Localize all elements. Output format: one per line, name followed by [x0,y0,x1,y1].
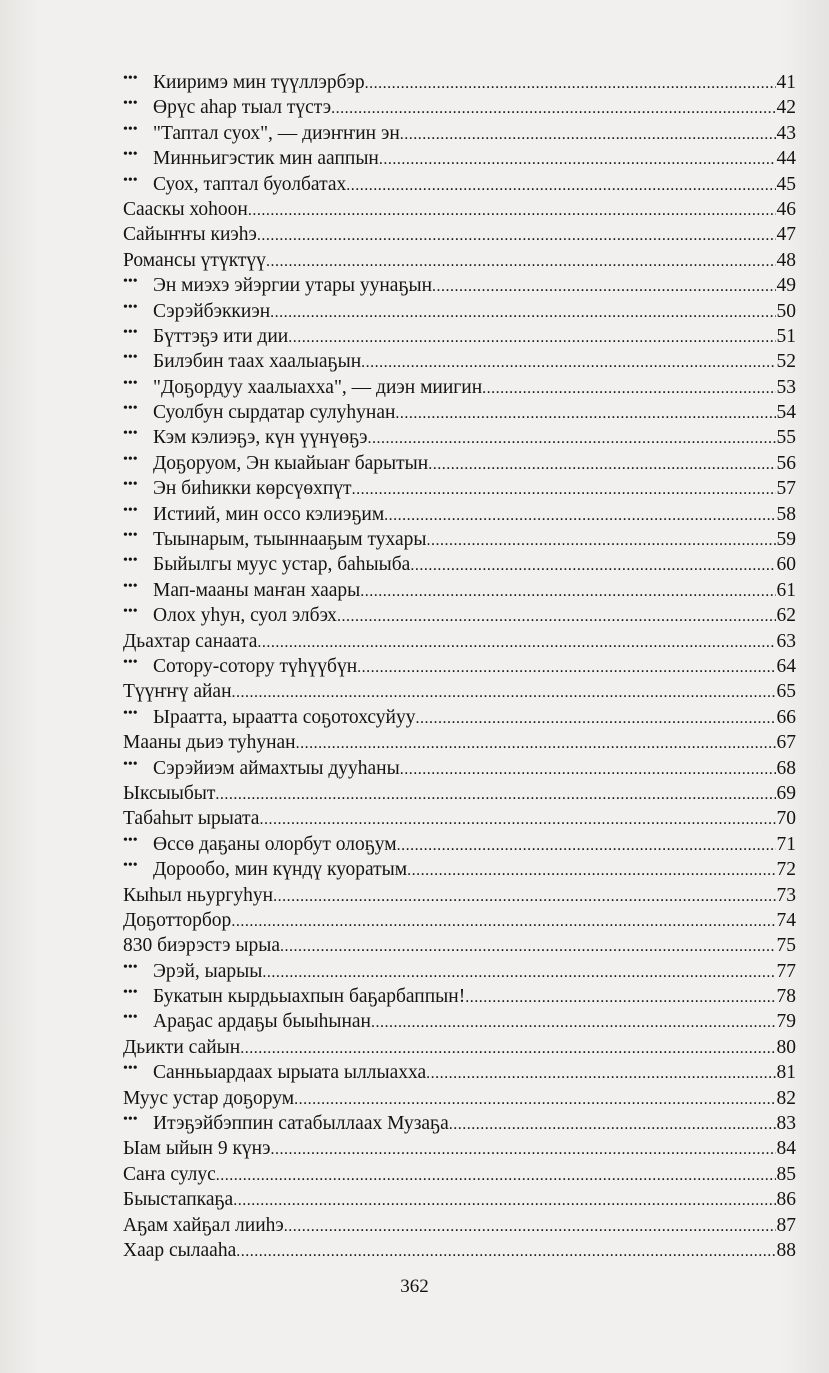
toc-dot-leader [337,604,776,629]
toc-dot-leader [384,503,775,528]
toc-dot-leader [232,680,776,705]
toc-entry-page: 80 [776,1036,796,1058]
toc-entry-title: Минньигэстик мин ааппын [153,148,379,170]
toc-entry-title: Сааскы хоһоон [123,198,248,220]
toc-entry-page: 46 [776,198,796,220]
toc-entry-marker: ••• [123,172,138,188]
toc-entry-page: 55 [776,427,796,449]
toc-entry-page: 72 [776,859,796,881]
toc-dot-leader [216,1163,776,1188]
table-of-contents [123,70,796,1263]
toc-dot-leader [352,477,776,502]
toc-entry-page: 81 [776,1062,796,1084]
toc-entry-page: 45 [776,173,796,195]
toc-entry-page: 62 [776,605,796,627]
toc-entry [123,1213,796,1238]
toc-entry-title: Тыынарым, тыыннааҕым тухары [153,529,427,551]
toc-entry-page: 52 [776,351,796,373]
toc-entry-marker: ••• [123,705,138,721]
toc-entry-title: "Таптал суох", — диэҥҥин эн [153,122,400,144]
toc-entry [123,730,796,755]
toc-entry [123,933,796,958]
toc-entry-marker: ••• [123,604,138,620]
toc-entry-page: 84 [776,1138,796,1160]
toc-entry-title: Букатын кырдьыахпын баҕарбаппын! [153,986,466,1008]
toc-entry-title: Дьахтар санаата [123,630,258,652]
toc-entry-marker: ••• [123,832,138,848]
toc-entry [123,1060,796,1085]
toc-entry-title: 830 биэрэстэ ырыа [123,935,280,957]
toc-dot-leader [273,884,775,909]
toc-entry-title: Суох, таптал буолбатах [153,173,347,195]
toc-entry-page: 51 [776,325,796,347]
toc-entry-page: 44 [776,148,796,170]
toc-entry [123,679,796,704]
toc-entry [123,908,796,933]
toc-entry [123,984,796,1009]
toc-entry [123,222,796,247]
toc-entry-title: Доҕоруом, Эн кыайыаҥ барытын [153,452,429,474]
toc-entry [123,883,796,908]
toc-entry [123,476,796,501]
toc-entry-page: 53 [776,376,796,398]
toc-entry [123,1035,796,1060]
toc-entry [123,1111,796,1136]
toc-dot-leader [357,655,775,680]
toc-dot-leader [259,807,775,832]
toc-entry-marker: ••• [123,71,138,86]
toc-entry [123,781,796,806]
toc-entry [123,578,796,603]
toc-entry-title: Ыам ыйын 9 күнэ [123,1138,271,1160]
toc-entry-title: Санньыардаах ырыата ыллыахха [153,1062,427,1084]
toc-entry [123,857,796,882]
toc-entry-marker: ••• [123,1061,138,1077]
toc-dot-leader [361,350,775,375]
toc-entry-title: Сотору-сотору түһүүбүн [153,655,358,677]
toc-entry-page: 60 [776,554,796,576]
toc-entry-marker: ••• [123,985,138,1001]
toc-dot-leader [426,528,775,553]
toc-entry-title: Араҕас ардаҕы быыһынан [153,1011,371,1033]
toc-entry-page: 65 [776,681,796,703]
toc-dot-leader [379,147,776,172]
toc-entry-title: Мааны дьиэ туһунан [123,732,296,754]
toc-entry-page: 82 [776,1087,796,1109]
toc-dot-leader [231,909,775,934]
toc-entry-page: 41 [776,72,796,93]
toc-entry-title: Түүҥҥү айан [123,681,232,703]
toc-entry-title: Табаһыт ырыата [123,808,260,830]
toc-dot-leader [257,223,776,248]
toc-entry [123,349,796,374]
toc-entry [123,172,796,197]
toc-entry-page: 48 [776,249,796,271]
toc-entry-title: Кыһыл ньургуһун [123,884,274,906]
toc-entry-page: 57 [776,478,796,500]
toc-dot-leader [331,96,775,121]
toc-entry-marker: ••• [123,477,138,493]
toc-dot-leader [428,452,775,477]
toc-entry-page: 67 [776,732,796,754]
toc-dot-leader [465,985,775,1010]
toc-entry [123,1136,796,1161]
toc-entry-page: 47 [776,224,796,246]
toc-dot-leader [280,934,776,959]
toc-dot-leader [284,1214,776,1239]
toc-dot-leader [400,757,776,782]
toc-dot-leader [360,579,775,604]
toc-entry-marker: ••• [123,121,138,137]
toc-entry-title: Олох уһун, суол элбэх [153,605,337,627]
toc-entry-title: Доҕотторбор [123,909,232,931]
toc-entry [123,197,796,222]
toc-entry-page: 87 [776,1214,796,1236]
toc-entry [123,959,796,984]
toc-entry-title: Аҕам хайҕал лииһэ [123,1214,284,1236]
toc-entry-title: Эрэй, ыарыы [153,960,263,982]
toc-entry-page: 56 [776,452,796,474]
toc-entry-title: Эн биһикки көрсүөхпүт [153,478,352,500]
toc-entry [123,248,796,273]
toc-entry-page: 63 [776,630,796,652]
toc-entry-page: 42 [776,97,796,119]
toc-entry [123,1086,796,1111]
toc-entry-title: Ыраатта, ыраатта соҕотохсуйуу [153,706,416,728]
toc-entry [123,1238,796,1263]
toc-entry-page: 61 [776,579,796,601]
toc-entry [123,273,796,298]
toc-dot-leader [400,122,776,147]
toc-entry [123,70,796,95]
toc-entry-title: Ыксыыбыт [123,782,216,804]
toc-entry-marker: ••• [123,350,138,366]
toc-entry [123,425,796,450]
toc-entry-page: 66 [776,706,796,728]
toc-dot-leader [294,1087,775,1112]
toc-entry [123,806,796,831]
toc-dot-leader [365,71,776,96]
toc-dot-leader [248,198,776,223]
toc-entry-title: Өссө даҕаны олорбут олоҕум [153,833,397,855]
toc-entry [123,654,796,679]
toc-dot-leader [236,1239,775,1264]
toc-entry-marker: ••• [123,578,138,594]
toc-entry [123,400,796,425]
toc-entry-marker: ••• [123,756,138,772]
toc-entry-page: 43 [776,122,796,144]
toc-dot-leader [371,1010,776,1035]
toc-dot-leader [397,833,776,858]
toc-entry-marker: ••• [123,502,138,518]
toc-entry [123,146,796,171]
toc-entry-marker: ••• [123,1010,138,1026]
toc-entry [123,1009,796,1034]
toc-entry [123,451,796,476]
toc-entry-title: Дорообо, мин күндү куоратым [153,859,408,881]
toc-entry [123,629,796,654]
toc-dot-leader [262,960,775,985]
toc-entry [123,121,796,146]
toc-entry [123,832,796,857]
toc-dot-leader [482,376,775,401]
toc-entry [123,756,796,781]
toc-entry-marker: ••• [123,654,138,670]
toc-entry-title: Саҥа сулус [123,1163,216,1185]
toc-entry-title: Бүттэҕэ ити дии [153,325,289,347]
toc-dot-leader [449,1112,776,1137]
toc-entry-title: Кэм кэлиэҕэ, күн үүнүөҕэ [153,427,368,449]
toc-dot-leader [407,858,775,883]
toc-entry-title: Сэрэйбэккиэн [153,300,271,322]
toc-entry-page: 83 [776,1113,796,1135]
toc-dot-leader [270,1137,775,1162]
toc-entry [123,324,796,349]
toc-entry-page: 58 [776,503,796,525]
toc-entry-marker: ••• [123,959,138,975]
toc-entry-page: 59 [776,529,796,551]
toc-entry [123,95,796,120]
toc-entry-title: Сайыҥҥы киэһэ [123,224,257,246]
toc-entry-page: 49 [776,275,796,297]
toc-entry-title: Дьикти сайын [123,1036,241,1058]
toc-entry-title: Суолбун сырдатар сулуһунан [153,402,396,424]
toc-entry-page: 79 [776,1011,796,1033]
toc-dot-leader [270,300,775,325]
toc-dot-leader [426,1061,775,1086]
toc-entry [123,705,796,730]
toc-entry-marker: ••• [123,426,138,442]
toc-entry [123,552,796,577]
toc-entry-page: 69 [776,782,796,804]
toc-entry-page: 75 [776,935,796,957]
toc-entry-title: Билэбин таах хаалыаҕын [153,351,362,373]
toc-dot-leader [240,1036,775,1061]
toc-entry-page: 78 [776,986,796,1008]
toc-entry [123,502,796,527]
toc-entry [123,299,796,324]
toc-entry-title: Истиий, мин оссо кэлиэҕим [153,503,385,525]
toc-entry [123,527,796,552]
toc-entry-page: 77 [776,960,796,982]
toc-entry [123,1187,796,1212]
toc-entry-title: Мап-мааны маҥан хаары [153,579,361,601]
toc-entry-marker: ••• [123,299,138,315]
toc-entry-marker: ••• [123,401,138,417]
toc-entry-page: 50 [776,300,796,322]
toc-entry-page: 74 [776,909,796,931]
toc-dot-leader [410,553,775,578]
toc-entry-page: 54 [776,402,796,424]
toc-dot-leader [415,706,775,731]
toc-entry-page: 70 [776,808,796,830]
toc-entry-marker: ••• [123,274,138,290]
toc-entry [123,603,796,628]
toc-entry-page: 88 [776,1239,796,1261]
toc-entry-marker: ••• [123,375,138,391]
toc-dot-leader [432,274,775,299]
toc-dot-leader [367,426,775,451]
toc-entry-page: 73 [776,884,796,906]
toc-dot-leader [233,1188,775,1213]
toc-entry-marker: ••• [123,96,138,112]
toc-entry-title: Быыстапкаҕа [123,1189,234,1211]
toc-entry-page: 85 [776,1163,796,1185]
toc-dot-leader [257,630,775,655]
toc-entry-title: Эн миэхэ эйэргии утары уунаҕын [153,275,433,297]
toc-dot-leader [395,401,775,426]
toc-entry-title: Кииримэ мин түүллэрбэр [153,72,365,93]
toc-entry-title: Хаар сылааһа [123,1239,237,1261]
toc-entry-marker: ••• [123,147,138,163]
toc-dot-leader [346,173,775,198]
toc-entry [123,1162,796,1187]
toc-entry-page: 71 [776,833,796,855]
toc-entry-title: Романсы үтүктүү [123,249,266,271]
page-number: 362 [400,1276,429,1297]
toc-entry-marker: ••• [123,528,138,544]
toc-dot-leader [288,325,775,350]
toc-entry-title: Быйылгы муус устар, баһыыба [153,554,411,576]
toc-entry-marker: ••• [123,553,138,569]
toc-entry-marker: ••• [123,324,138,340]
toc-entry-marker: ••• [123,451,138,467]
toc-entry-title: Сэрэйиэм аймахтыы дууһаны [153,757,400,779]
toc-entry-page: 68 [776,757,796,779]
toc-entry-title: Итэҕэйбэппин сатабыллаах Музаҕа [153,1113,449,1135]
toc-dot-leader [215,782,775,807]
toc-entry-title: "Доҕордуу хаалыахха", — диэн миигин [153,376,483,398]
toc-entry-page: 64 [776,655,796,677]
toc-dot-leader [266,249,776,274]
toc-entry-page: 86 [776,1189,796,1211]
toc-entry-marker: ••• [123,858,138,874]
toc-entry-title: Муус устар доҕорум [123,1087,295,1109]
toc-entry [123,375,796,400]
toc-entry-title: Өрүс аһар тыал түстэ [153,97,332,119]
toc-dot-leader [296,731,776,756]
toc-entry-marker: ••• [123,1112,138,1128]
